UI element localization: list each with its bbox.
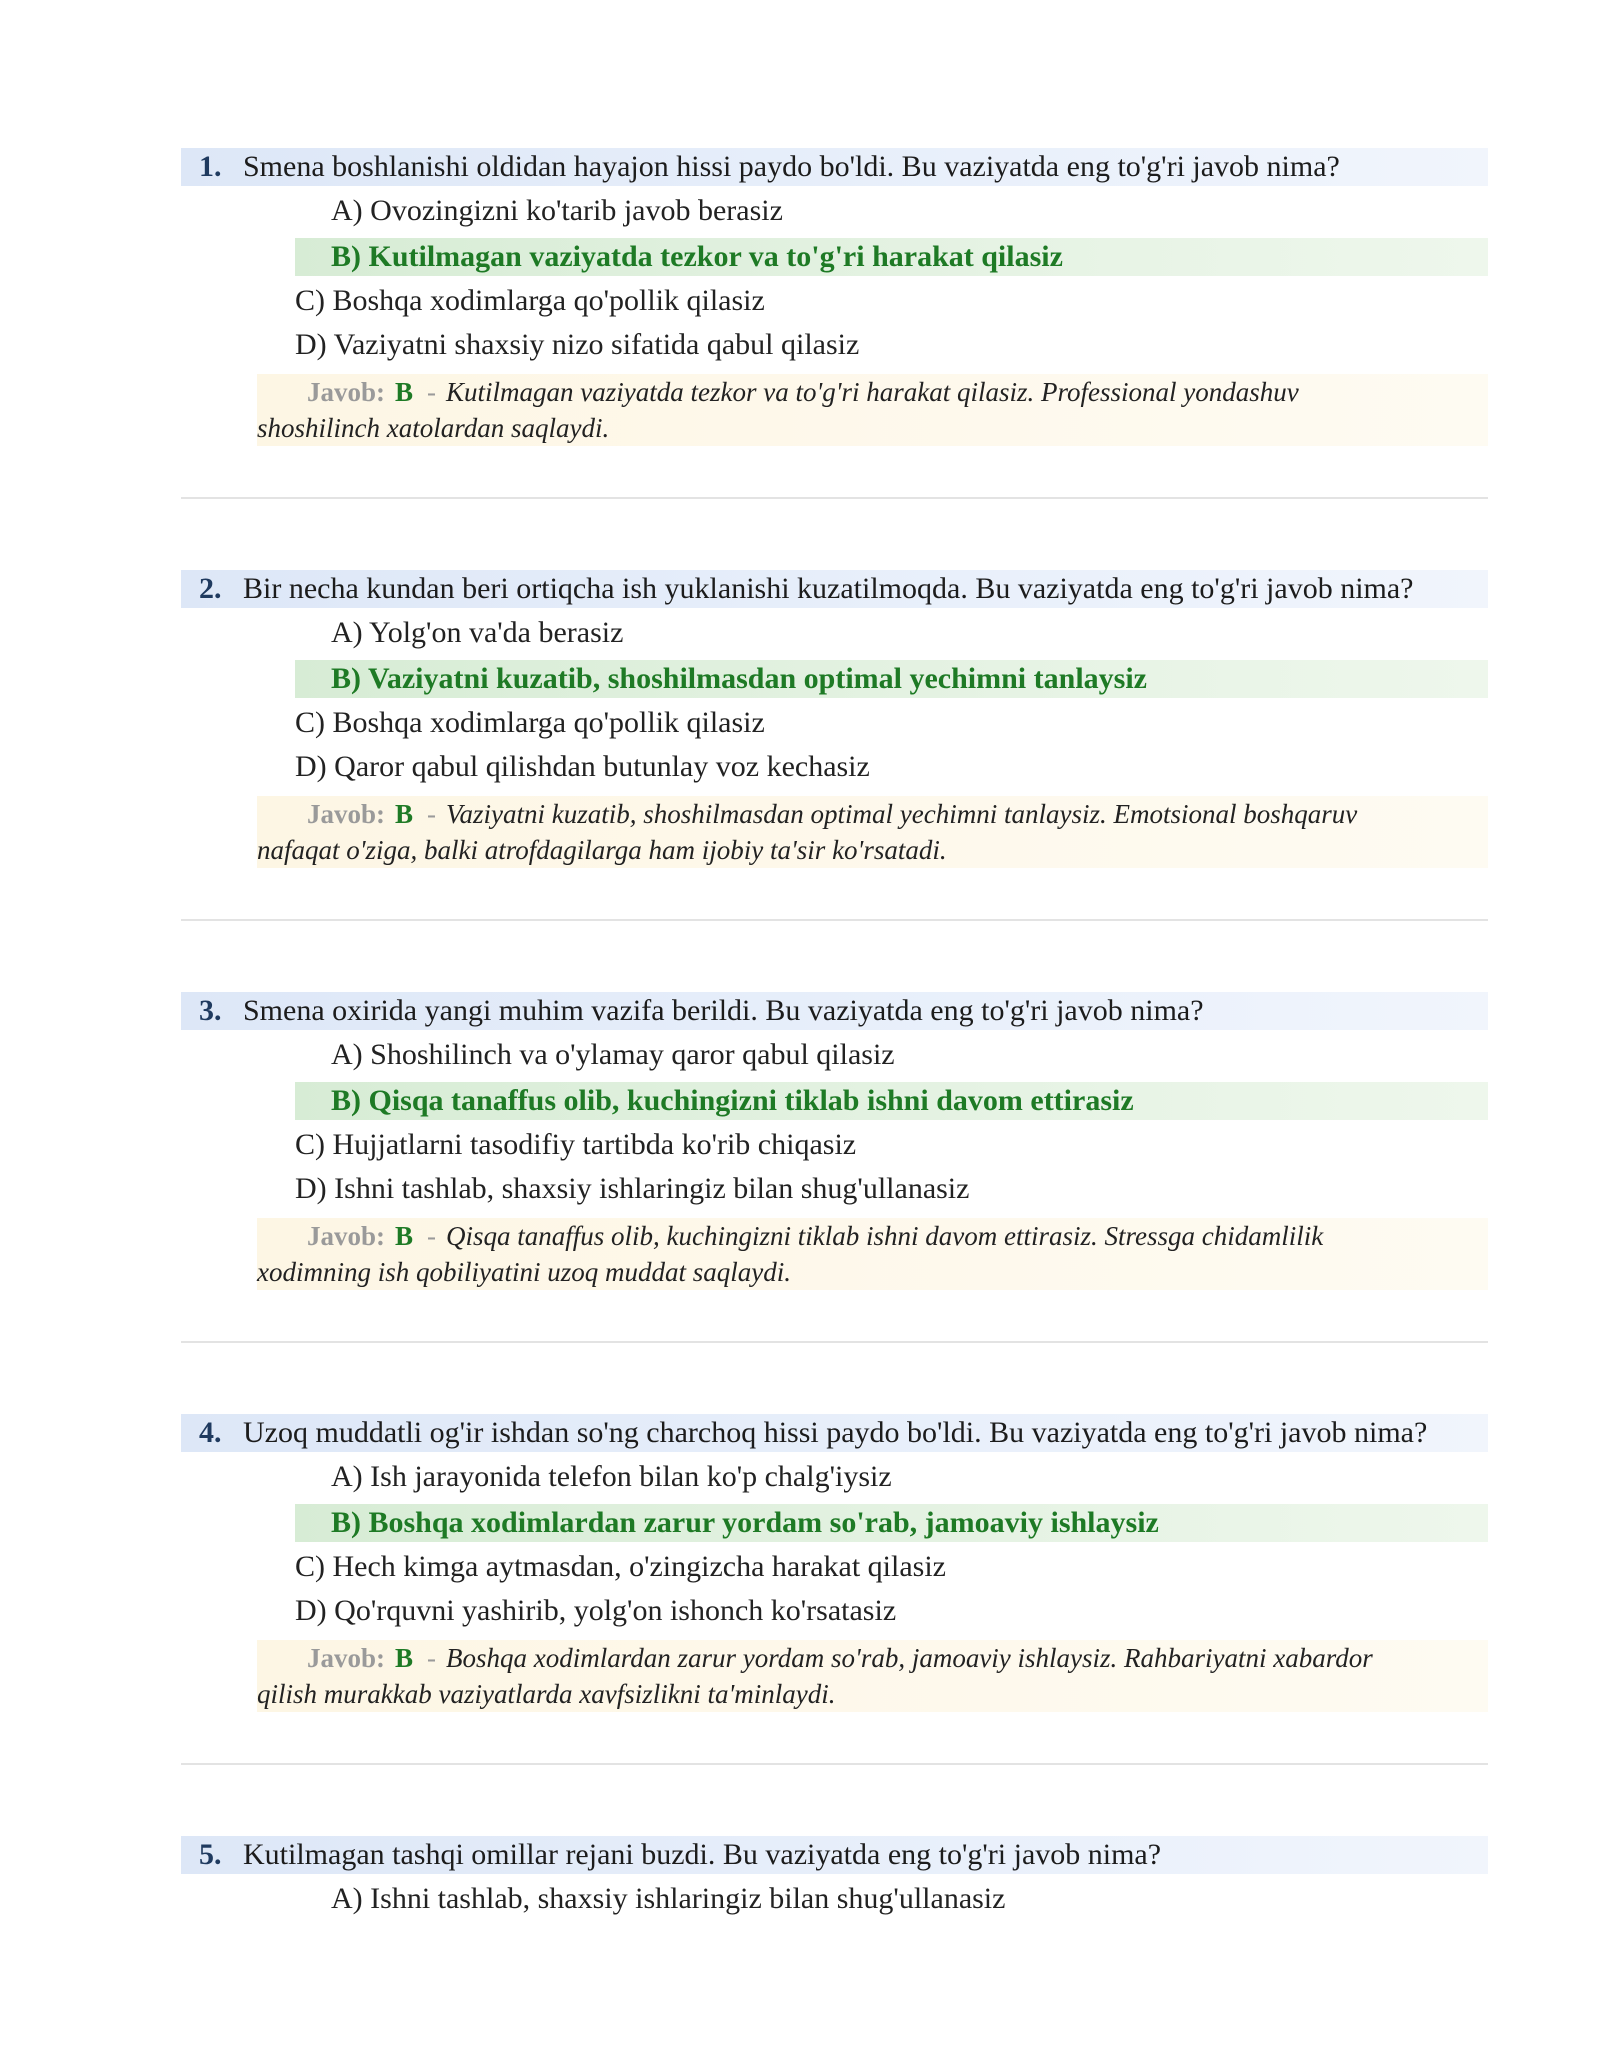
question-text: Uzoq muddatli og'ir ishdan so'ng charchoq hissi paydo bo'ldi. Bu vaziyatda eng to'g'ri javob nima? (243, 1416, 1428, 1449)
option-b-correct (295, 1082, 1488, 1120)
answer-dash: - (427, 799, 437, 829)
answer-explanation-continued: xodimning ish qobiliyatini uzoq muddat saqlaydi. (257, 1257, 791, 1287)
answer-explanation: Qisqa tanaffus olib, kuchingizni tiklab ishni davom ettirasiz. Stressga chidamlilik (446, 1221, 1324, 1251)
answer-letter: B (395, 1221, 414, 1251)
question-header (181, 1836, 1488, 1874)
answer-label: Javob: (307, 1221, 386, 1251)
option-b-label: B) Kutilmagan vaziyatda tezkor va to'g'ri harakat qilasiz (331, 240, 1063, 273)
option-a: A) Ishni tashlab, shaxsiy ishlaringiz bilan shug'ullanasiz (331, 1882, 1006, 1915)
answer-label: Javob: (307, 1643, 386, 1673)
answer-explanation-continued: qilish murakkab vaziyatlarda xavfsizlikni ta'minlaydi. (257, 1679, 836, 1709)
answer-explanation-continued: shoshilinch xatolardan saqlaydi. (257, 413, 610, 443)
question-divider (181, 1341, 1488, 1343)
option-b-label: B) Qisqa tanaffus olib, kuchingizni tiklab ishni davom ettirasiz (331, 1084, 1134, 1117)
answer-box (257, 1218, 1488, 1290)
question-header (181, 148, 1488, 186)
question-text: Bir necha kundan beri ortiqcha ish yuklanishi kuzatilmoqda. Bu vaziyatda eng to'g'ri javob nima? (243, 572, 1414, 605)
option-c: C) Boshqa xodimlarga qo'pollik qilasiz (295, 706, 765, 739)
question-header (181, 1414, 1488, 1452)
option-b-correct (295, 1504, 1488, 1542)
option-d: D) Qo'rquvni yashirib, yolg'on ishonch ko'rsatasiz (295, 1594, 897, 1627)
question-text: Smena oxirida yangi muhim vazifa berildi. Bu vaziyatda eng to'g'ri javob nima? (243, 994, 1204, 1027)
question-text: Smena boshlanishi oldidan hayajon hissi paydo bo'ldi. Bu vaziyatda eng to'g'ri javob nima? (243, 150, 1340, 183)
answer-line-1 (307, 374, 1299, 410)
question-divider (181, 497, 1488, 499)
question-number: 4. (199, 1416, 222, 1449)
answer-label: Javob: (307, 799, 386, 829)
question-number: 2. (199, 572, 222, 605)
question-number: 3. (199, 994, 222, 1027)
answer-line-1 (307, 1218, 1323, 1254)
option-c: C) Hujjatlarni tasodifiy tartibda ko'rib chiqasiz (295, 1128, 857, 1161)
option-a: A) Shoshilinch va o'ylamay qaror qabul qilasiz (331, 1038, 895, 1071)
answer-letter: B (395, 1643, 414, 1673)
option-b-label: B) Vaziyatni kuzatib, shoshilmasdan optimal yechimni tanlaysiz (331, 662, 1147, 695)
option-b-correct (295, 660, 1488, 698)
answer-dash: - (427, 377, 437, 407)
question-number: 1. (199, 150, 222, 183)
answer-explanation-continued: nafaqat o'ziga, balki atrofdagilarga ham ijobiy ta'sir ko'rsatadi. (257, 835, 947, 865)
option-d: D) Vaziyatni shaxsiy nizo sifatida qabul qilasiz (295, 328, 860, 361)
answer-explanation: Kutilmagan vaziyatda tezkor va to'g'ri harakat qilasiz. Professional yondashuv (446, 377, 1299, 407)
option-a: A) Ovozingizni ko'tarib javob berasiz (331, 194, 783, 227)
question-header (181, 992, 1488, 1030)
question-number: 5. (199, 1838, 222, 1871)
answer-letter: B (395, 377, 414, 407)
option-a: A) Yolg'on va'da berasiz (331, 616, 624, 649)
answer-dash: - (427, 1643, 437, 1673)
question-text: Kutilmagan tashqi omillar rejani buzdi. Bu vaziyatda eng to'g'ri javob nima? (243, 1838, 1162, 1871)
option-b-label: B) Boshqa xodimlardan zarur yordam so'rab, jamoaviy ishlaysiz (331, 1506, 1159, 1539)
answer-line-1 (307, 796, 1357, 832)
question-header (181, 570, 1488, 608)
answer-label: Javob: (307, 377, 386, 407)
answer-dash: - (427, 1221, 437, 1251)
option-d: D) Ishni tashlab, shaxsiy ishlaringiz bilan shug'ullanasiz (295, 1172, 970, 1205)
answer-line-1 (307, 1640, 1373, 1676)
answer-box (257, 374, 1488, 446)
option-a: A) Ish jarayonida telefon bilan ko'p chalg'iysiz (331, 1460, 892, 1493)
option-d: D) Qaror qabul qilishdan butunlay voz kechasiz (295, 750, 870, 783)
question-divider (181, 919, 1488, 921)
option-c: C) Boshqa xodimlarga qo'pollik qilasiz (295, 284, 765, 317)
answer-explanation: Vaziyatni kuzatib, shoshilmasdan optimal yechimni tanlaysiz. Emotsional boshqaruv (446, 799, 1358, 829)
answer-explanation: Boshqa xodimlardan zarur yordam so'rab, jamoaviy ishlaysiz. Rahbariyatni xabardor (446, 1643, 1373, 1673)
answer-letter: B (395, 799, 414, 829)
question-divider (181, 1763, 1488, 1765)
answer-box (257, 796, 1488, 868)
answer-box (257, 1640, 1488, 1712)
option-b-correct (295, 238, 1488, 276)
option-c: C) Hech kimga aytmasdan, o'zingizcha harakat qilasiz (295, 1550, 946, 1583)
